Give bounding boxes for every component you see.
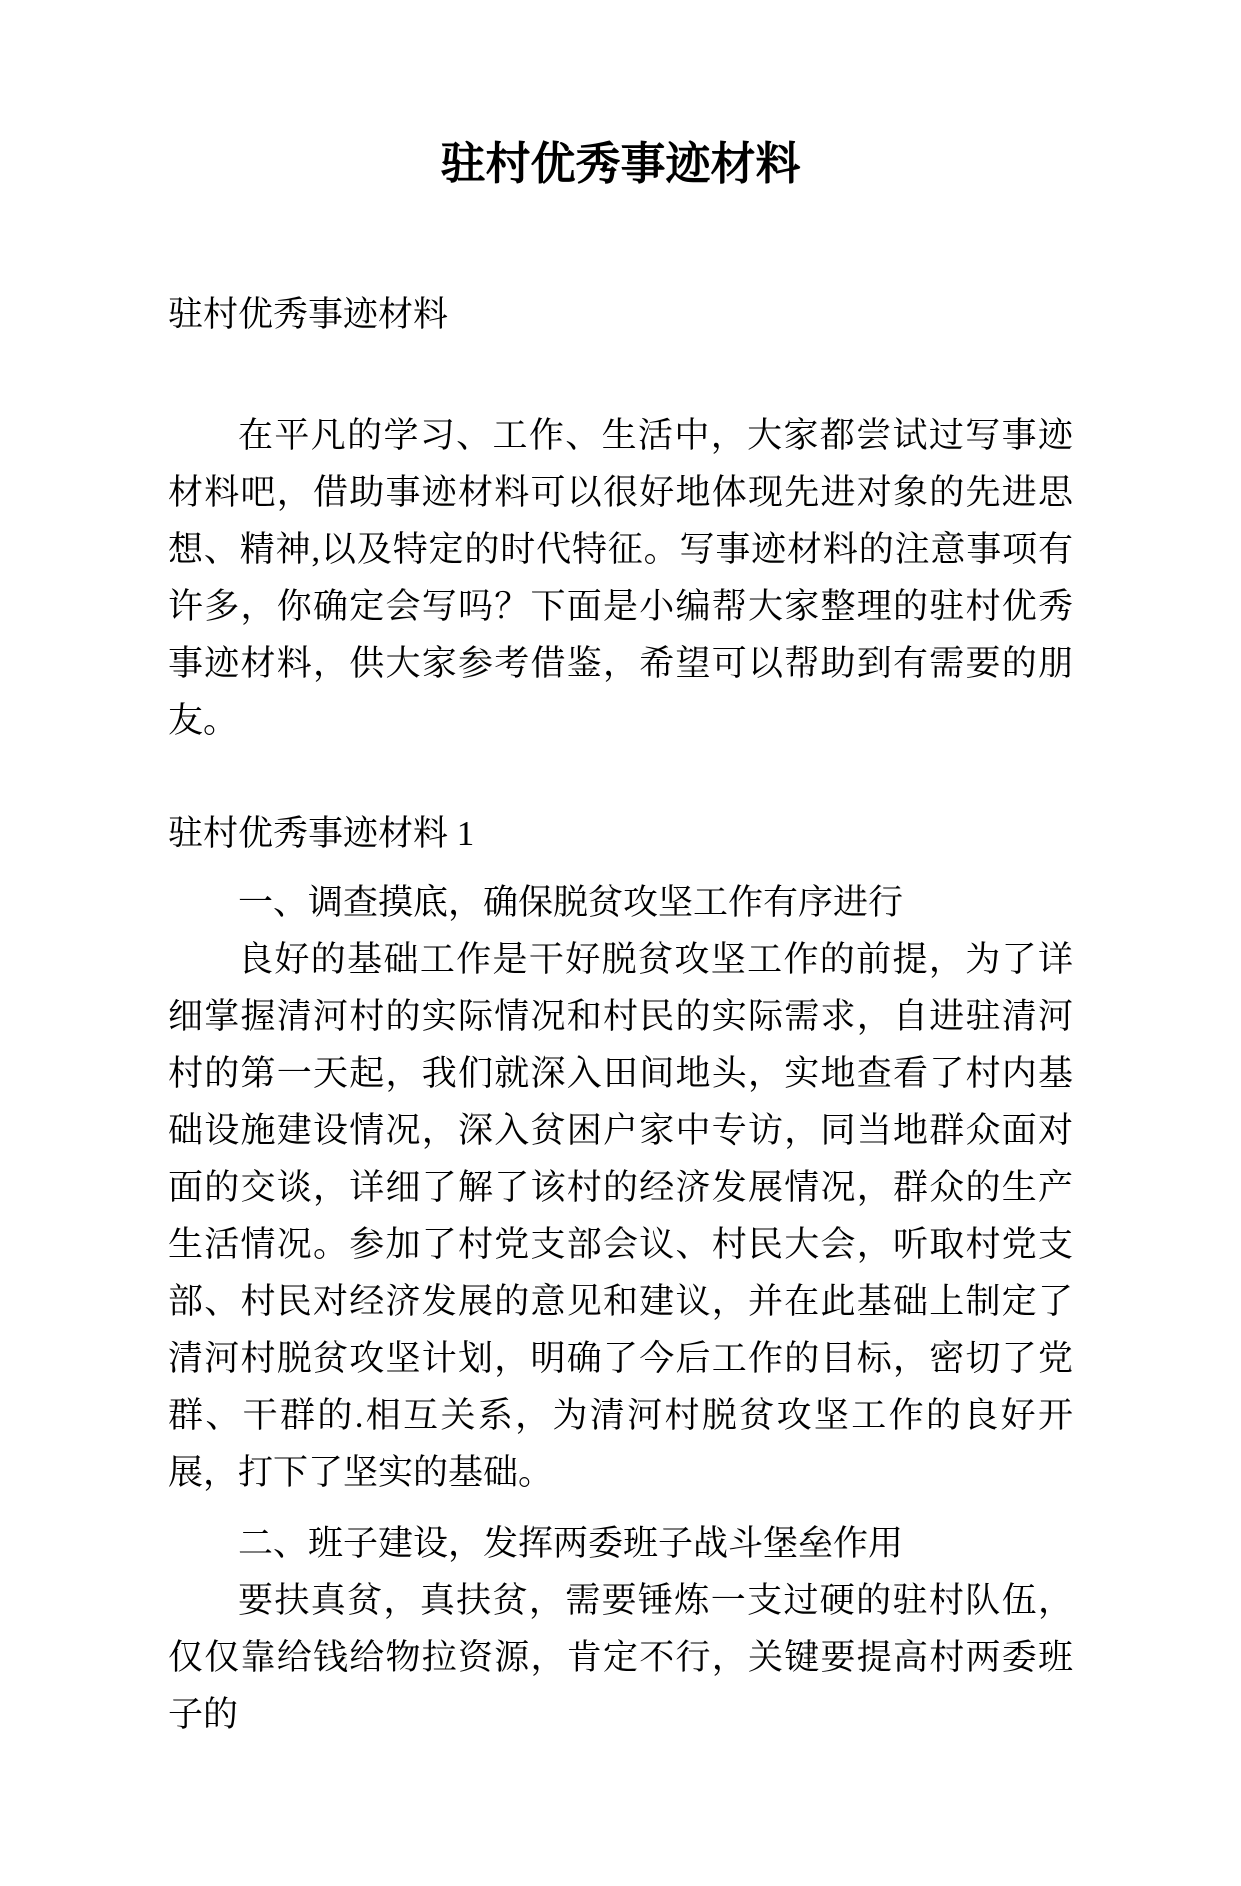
section-heading-2: 二、班子建设，发挥两委班子战斗堡垒作用 [238, 1524, 904, 1563]
document-title: 驻村优秀事迹材料 [440, 139, 801, 189]
document-subtitle: 驻村优秀事迹材料 [168, 295, 449, 334]
section-paragraph-2: 要扶真贫，真扶贫，需要锤炼一支过硬的驻村队伍，仅仅靠给钱给物拉资源，肯定不行，关键要提高村两委班子的 [168, 1581, 1073, 1734]
document-canvas [0, 132, 1241, 1886]
section-label: 驻村优秀事迹材料 1 [168, 814, 475, 853]
section-heading-1: 一、调查摸底，确保脱贫攻坚工作有序进行 [238, 883, 904, 922]
section-paragraph-1: 良好的基础工作是干好脱贫攻坚工作的前提，为了详细掌握清河村的实际情况和村民的实际需求，自进驻清河村的第一天起，我们就深入田间地头，实地查看了村内基础设施建设情况，深入贫困户家中专访，同当地群众面对面的交谈，详细了解了该村的经济发展情况，群众的生产生活情况。参加了村党支部会议、村民大会，听取村党支部、村民对经济发展的意见和建议，并在此基础上制定了清河村脱贫攻坚计划，明确了今后工作的目标，密切了党群、干群的.相互关系，为清河村脱贫攻坚工作的良好开展，打下了坚实的基础。 [168, 940, 1073, 1492]
intro-paragraph: 在平凡的学习、工作、生活中，大家都尝试过写事迹材料吧，借助事迹材料可以很好地体现先进对象的先进思想、精神,以及特定的时代特征。写事迹材料的注意事项有许多，你确定会写吗？下面是小编帮大家整理的驻村优秀事迹材料，供大家参考借鉴，希望可以帮助到有需要的朋友。 [168, 416, 1073, 740]
document-page [168, 132, 1073, 1743]
